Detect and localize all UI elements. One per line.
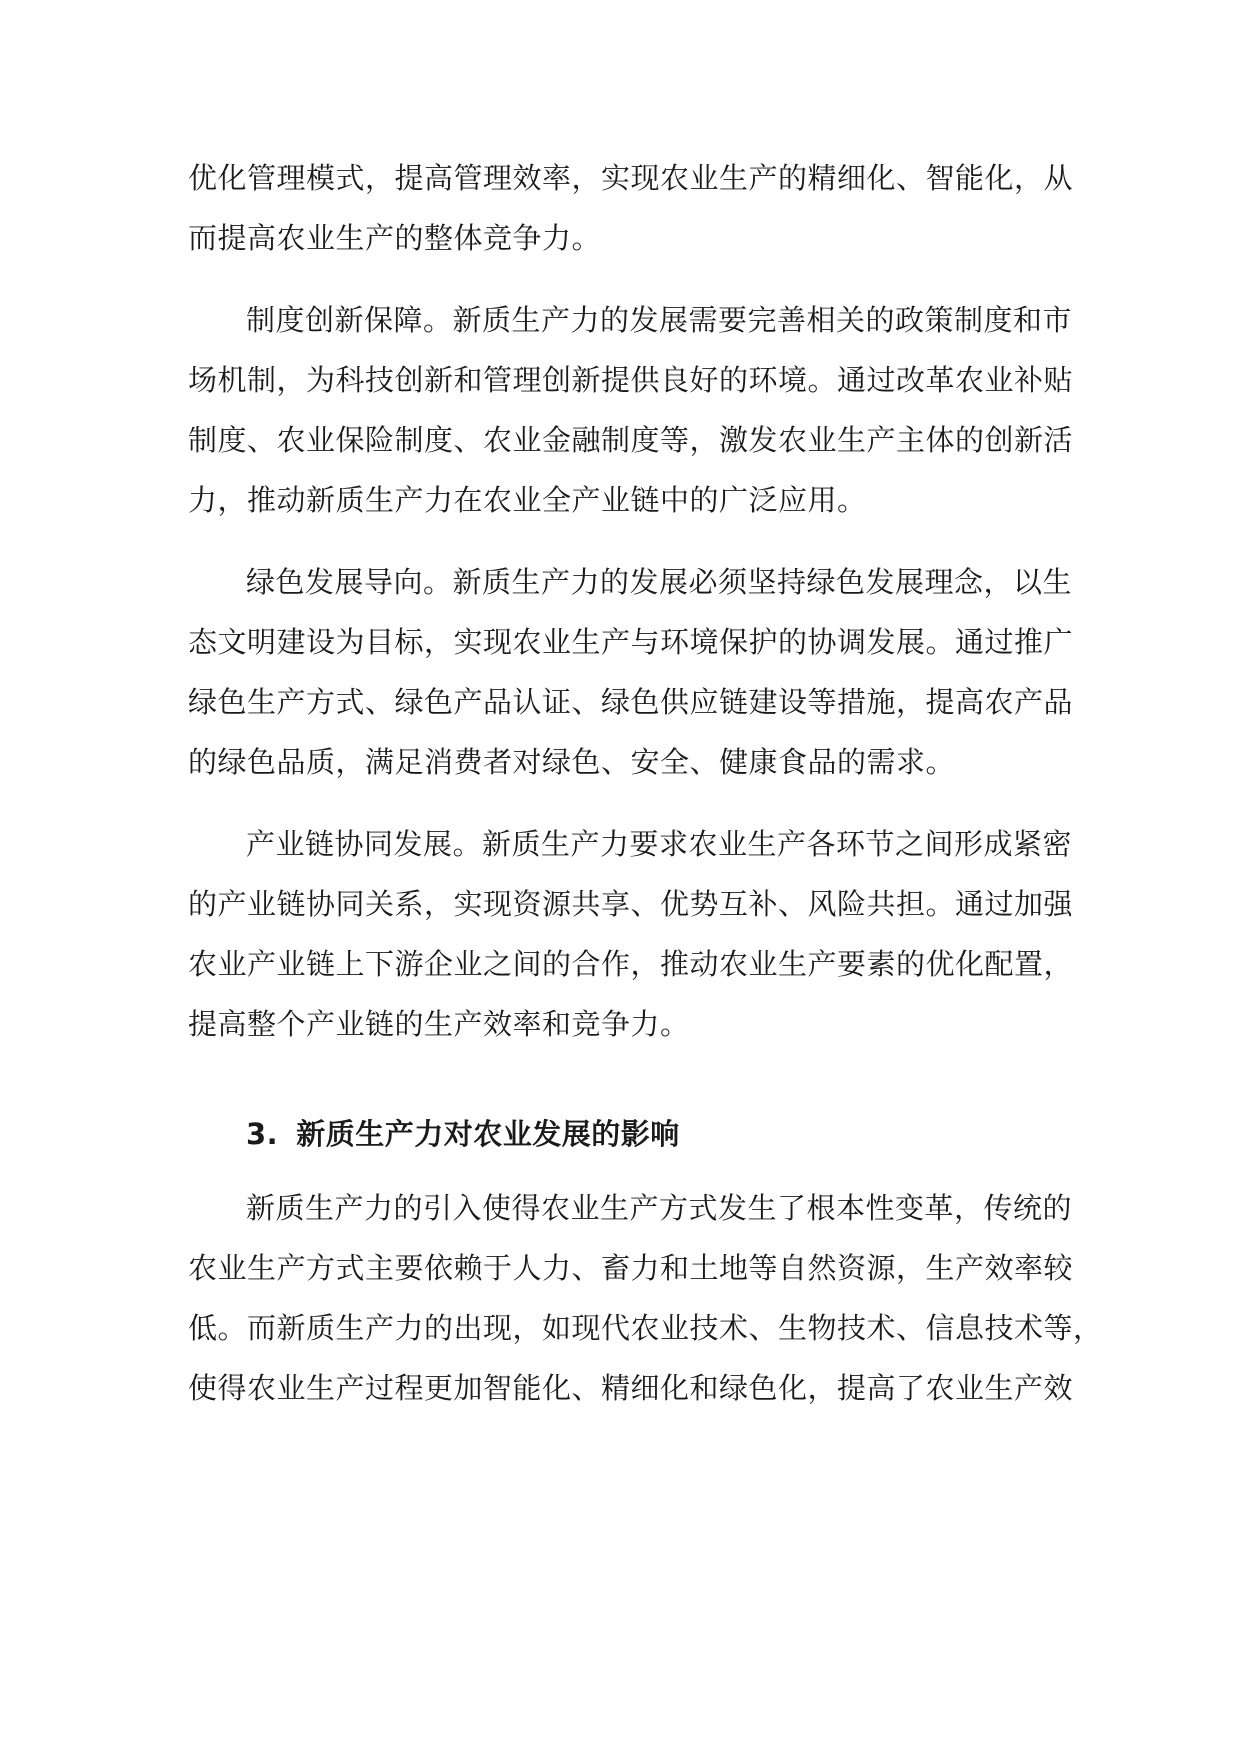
section-number: 3. [246,1117,279,1151]
paragraph-industry-chain [188,814,1074,1054]
text-line: 而提高农业生产的整体竞争力。 [188,221,602,255]
text-line: 制度、农业保险制度、农业金融制度等，激发农业生产主体的创新活 [188,423,1074,457]
text-line: 绿色发展导向。新质生产力的发展必须坚持绿色发展理念，以生 [246,565,1073,599]
paragraph-impact [188,1178,1103,1418]
text-line: 场机制，为科技创新和管理创新提供良好的环境。通过改革农业补贴 [188,363,1074,397]
text-line: 产业链协同发展。新质生产力要求农业生产各环节之间形成紧密 [246,827,1073,861]
paragraph-green-development [188,552,1074,792]
text-line: 新质生产力的引入使得农业生产方式发生了根本性变革，传统的 [246,1191,1073,1225]
section-heading [188,1104,1054,1164]
document-body [188,148,1103,1418]
text-line: 低。而新质生产力的出现，如现代农业技术、生物技术、信息技术等， [188,1311,1103,1345]
text-line: 农业产业链上下游企业之间的合作，推动农业生产要素的优化配置， [188,947,1074,981]
text-line: 的产业链协同关系，实现资源共享、优势互补、风险共担。通过加强 [188,887,1074,921]
text-line: 绿色生产方式、绿色产品认证、绿色供应链建设等措施，提高农产品 [188,685,1074,719]
text-line: 提高整个产业链的生产效率和竞争力。 [188,1007,690,1041]
paragraph-continued [188,148,1074,268]
text-line: 的绿色品质，满足消费者对绿色、安全、健康食品的需求。 [188,745,956,779]
text-line: 农业生产方式主要依赖于人力、畜力和土地等自然资源，生产效率较 [188,1251,1074,1285]
text-line: 态文明建设为目标，实现农业生产与环境保护的协调发展。通过推广 [188,625,1074,659]
paragraph-institutional-innovation [188,290,1074,530]
section-title: 新质生产力对农业发展的影响 [296,1117,680,1151]
text-line: 制度创新保障。新质生产力的发展需要完善相关的政策制度和市 [246,303,1073,337]
text-line: 使得农业生产过程更加智能化、精细化和绿色化，提高了农业生产效 [188,1371,1074,1405]
text-line: 优化管理模式，提高管理效率，实现农业生产的精细化、智能化，从 [188,161,1074,195]
text-line: 力，推动新质生产力在农业全产业链中的广泛应用。 [188,483,867,517]
